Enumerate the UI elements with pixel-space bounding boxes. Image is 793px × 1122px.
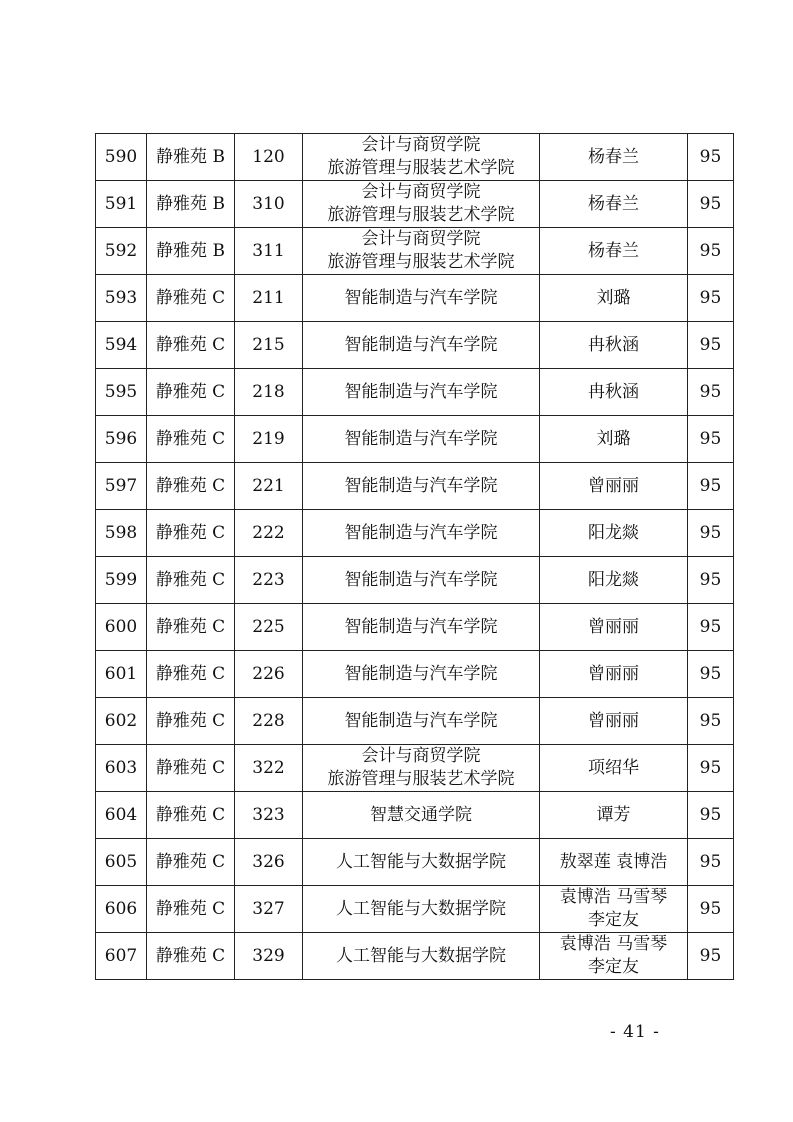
row-number-cell: 590 [96, 134, 147, 181]
score-cell: 95 [688, 698, 734, 745]
college-line: 智能制造与汽车学院 [344, 287, 498, 308]
advisor-line: 项绍华 [588, 757, 639, 778]
score-cell: 95 [688, 134, 734, 181]
college-cell [303, 557, 540, 604]
college-cell [303, 839, 540, 886]
college-cell [303, 369, 540, 416]
row-number-cell: 596 [96, 416, 147, 463]
score-cell: 95 [688, 933, 734, 980]
advisor-cell [540, 839, 688, 886]
college-line: 旅游管理与服装艺术学院 [327, 252, 515, 272]
college-cell [303, 275, 540, 322]
row-number-cell: 592 [96, 228, 147, 275]
table-row [96, 228, 734, 275]
advisor-line: 曾丽丽 [588, 663, 639, 684]
building-cell: 静雅苑 C [147, 557, 235, 604]
score-cell: 95 [688, 463, 734, 510]
score-cell: 95 [688, 510, 734, 557]
row-number-cell: 606 [96, 886, 147, 933]
building-cell: 静雅苑 B [147, 181, 235, 228]
row-number-cell: 607 [96, 933, 147, 980]
table-row [96, 322, 734, 369]
advisor-line: 曾丽丽 [588, 710, 639, 731]
score-cell: 95 [688, 886, 734, 933]
building-cell: 静雅苑 C [147, 839, 235, 886]
row-number-cell: 600 [96, 604, 147, 651]
college-line: 人工智能与大数据学院 [336, 898, 506, 919]
advisor-line: 曾丽丽 [588, 616, 639, 637]
advisor-line: 袁博浩 马雪琴 [559, 934, 668, 954]
advisor-line: 曾丽丽 [588, 475, 639, 496]
advisor-cell [540, 369, 688, 416]
table-row [96, 369, 734, 416]
college-cell [303, 181, 540, 228]
college-line: 旅游管理与服装艺术学院 [327, 158, 515, 178]
advisor-cell [540, 463, 688, 510]
college-line: 智能制造与汽车学院 [344, 710, 498, 731]
room-number-cell: 218 [235, 369, 303, 416]
advisor-cell [540, 698, 688, 745]
table-row [96, 416, 734, 463]
college-line: 智慧交通学院 [370, 804, 472, 825]
college-line: 会计与商贸学院 [361, 746, 481, 766]
score-cell: 95 [688, 322, 734, 369]
college-cell [303, 651, 540, 698]
college-line: 智能制造与汽车学院 [344, 663, 498, 684]
building-cell: 静雅苑 C [147, 369, 235, 416]
advisor-cell [540, 416, 688, 463]
score-cell: 95 [688, 792, 734, 839]
score-cell: 95 [688, 557, 734, 604]
advisor-line: 杨春兰 [588, 240, 639, 261]
room-number-cell: 322 [235, 745, 303, 792]
college-line: 会计与商贸学院 [361, 135, 481, 155]
table-row [96, 134, 734, 181]
score-cell: 95 [688, 275, 734, 322]
college-cell [303, 886, 540, 933]
score-cell: 95 [688, 369, 734, 416]
advisor-line: 冉秋涵 [588, 381, 639, 402]
room-number-cell: 120 [235, 134, 303, 181]
building-cell: 静雅苑 C [147, 416, 235, 463]
row-number-cell: 602 [96, 698, 147, 745]
college-cell [303, 745, 540, 792]
college-cell [303, 698, 540, 745]
college-cell [303, 510, 540, 557]
table-row [96, 792, 734, 839]
advisor-cell [540, 651, 688, 698]
building-cell: 静雅苑 C [147, 463, 235, 510]
advisor-line: 冉秋涵 [588, 334, 639, 355]
room-number-cell: 226 [235, 651, 303, 698]
table-row [96, 510, 734, 557]
college-cell [303, 228, 540, 275]
room-number-cell: 225 [235, 604, 303, 651]
building-cell: 静雅苑 C [147, 322, 235, 369]
row-number-cell: 594 [96, 322, 147, 369]
table-row [96, 698, 734, 745]
advisor-line: 刘璐 [596, 287, 631, 308]
advisor-line: 谭芳 [596, 804, 631, 825]
college-line: 人工智能与大数据学院 [336, 851, 506, 872]
score-cell: 95 [688, 839, 734, 886]
advisor-line: 杨春兰 [588, 193, 639, 214]
building-cell: 静雅苑 C [147, 275, 235, 322]
table-row [96, 933, 734, 980]
college-line: 旅游管理与服装艺术学院 [327, 205, 515, 225]
college-cell [303, 134, 540, 181]
room-number-cell: 215 [235, 322, 303, 369]
row-number-cell: 593 [96, 275, 147, 322]
room-number-cell: 323 [235, 792, 303, 839]
row-number-cell: 605 [96, 839, 147, 886]
room-number-cell: 223 [235, 557, 303, 604]
table-row [96, 886, 734, 933]
table-row [96, 181, 734, 228]
dormitory-score-table-container [95, 133, 733, 980]
score-cell: 95 [688, 604, 734, 651]
table-row [96, 839, 734, 886]
advisor-cell [540, 886, 688, 933]
room-number-cell: 326 [235, 839, 303, 886]
college-line: 会计与商贸学院 [361, 229, 481, 249]
score-cell: 95 [688, 228, 734, 275]
table-row [96, 745, 734, 792]
room-number-cell: 211 [235, 275, 303, 322]
college-cell [303, 792, 540, 839]
row-number-cell: 604 [96, 792, 147, 839]
advisor-cell [540, 933, 688, 980]
college-line: 旅游管理与服装艺术学院 [327, 769, 515, 789]
building-cell: 静雅苑 B [147, 134, 235, 181]
row-number-cell: 591 [96, 181, 147, 228]
building-cell: 静雅苑 C [147, 745, 235, 792]
room-number-cell: 222 [235, 510, 303, 557]
page-number: - 41 - [610, 1022, 660, 1042]
building-cell: 静雅苑 C [147, 510, 235, 557]
college-line: 智能制造与汽车学院 [344, 616, 498, 637]
college-line: 智能制造与汽车学院 [344, 428, 498, 449]
advisor-line: 敖翠莲 袁博浩 [559, 851, 668, 872]
building-cell: 静雅苑 C [147, 886, 235, 933]
building-cell: 静雅苑 C [147, 933, 235, 980]
advisor-line: 阳龙燚 [588, 522, 639, 543]
advisor-line: 刘璐 [596, 428, 631, 449]
score-cell: 95 [688, 651, 734, 698]
college-line: 会计与商贸学院 [361, 182, 481, 202]
room-number-cell: 310 [235, 181, 303, 228]
score-cell: 95 [688, 416, 734, 463]
score-cell: 95 [688, 745, 734, 792]
advisor-cell [540, 557, 688, 604]
room-number-cell: 221 [235, 463, 303, 510]
advisor-cell [540, 134, 688, 181]
college-line: 智能制造与汽车学院 [344, 334, 498, 355]
building-cell: 静雅苑 C [147, 651, 235, 698]
room-number-cell: 228 [235, 698, 303, 745]
building-cell: 静雅苑 C [147, 604, 235, 651]
advisor-cell [540, 745, 688, 792]
advisor-cell [540, 322, 688, 369]
table-row [96, 604, 734, 651]
row-number-cell: 599 [96, 557, 147, 604]
college-cell [303, 416, 540, 463]
row-number-cell: 595 [96, 369, 147, 416]
college-line: 智能制造与汽车学院 [344, 522, 498, 543]
room-number-cell: 329 [235, 933, 303, 980]
table-row [96, 275, 734, 322]
advisor-line: 杨春兰 [588, 146, 639, 167]
college-cell [303, 604, 540, 651]
score-cell: 95 [688, 181, 734, 228]
row-number-cell: 601 [96, 651, 147, 698]
college-cell [303, 463, 540, 510]
college-line: 智能制造与汽车学院 [344, 475, 498, 496]
table-body [96, 134, 734, 980]
college-cell [303, 322, 540, 369]
advisor-line: 袁博浩 马雪琴 [559, 887, 668, 907]
table-row [96, 557, 734, 604]
table-row [96, 651, 734, 698]
row-number-cell: 597 [96, 463, 147, 510]
building-cell: 静雅苑 C [147, 792, 235, 839]
dormitory-score-table [95, 133, 734, 980]
advisor-cell [540, 181, 688, 228]
advisor-cell [540, 792, 688, 839]
advisor-line: 李定友 [588, 957, 639, 977]
advisor-cell [540, 604, 688, 651]
college-line: 智能制造与汽车学院 [344, 569, 498, 590]
advisor-line: 阳龙燚 [588, 569, 639, 590]
advisor-cell [540, 228, 688, 275]
room-number-cell: 219 [235, 416, 303, 463]
row-number-cell: 603 [96, 745, 147, 792]
row-number-cell: 598 [96, 510, 147, 557]
advisor-cell [540, 510, 688, 557]
advisor-line: 李定友 [588, 910, 639, 930]
room-number-cell: 311 [235, 228, 303, 275]
advisor-cell [540, 275, 688, 322]
building-cell: 静雅苑 C [147, 698, 235, 745]
college-cell [303, 933, 540, 980]
college-line: 人工智能与大数据学院 [336, 945, 506, 966]
table-row [96, 463, 734, 510]
building-cell: 静雅苑 B [147, 228, 235, 275]
room-number-cell: 327 [235, 886, 303, 933]
college-line: 智能制造与汽车学院 [344, 381, 498, 402]
